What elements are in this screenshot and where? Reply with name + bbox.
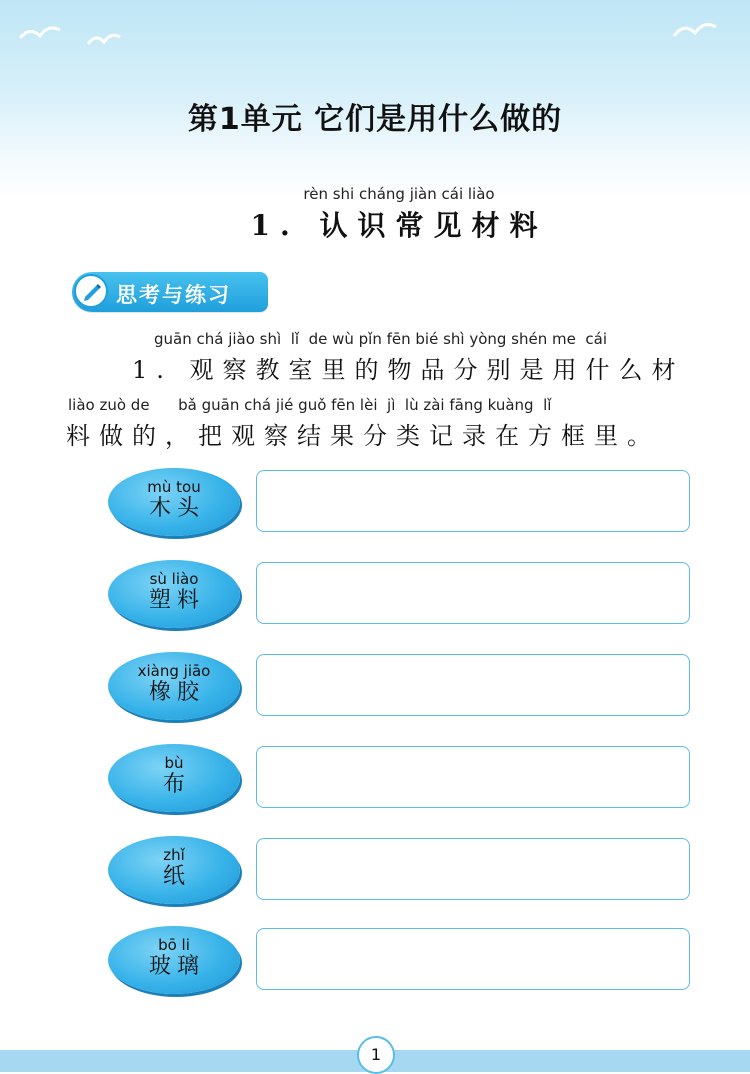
page-number: 1	[357, 1036, 395, 1074]
question-text-1: 1. 观察教室里的物品分别是用什么材	[132, 356, 685, 384]
answer-box-glass[interactable]	[256, 928, 690, 990]
section-badge	[72, 272, 268, 312]
section-label: 思考与练习	[116, 283, 231, 307]
material-name: 纸	[162, 864, 191, 889]
material-label-bubble	[108, 652, 240, 720]
material-name: 玻璃	[148, 954, 205, 979]
material-pinyin: mù tou	[147, 478, 201, 496]
material-pinyin: xiàng jiāo	[137, 662, 211, 680]
material-row	[0, 468, 750, 536]
answer-box-cloth[interactable]	[256, 746, 690, 808]
bird-icon	[86, 30, 122, 48]
material-row	[0, 744, 750, 812]
material-label-bubble	[108, 744, 240, 812]
material-pinyin: bù	[164, 754, 184, 772]
question-pinyin-2: liào zuò de bǎ guān chá jié guǒ fēn lèi jì lù zài fāng kuàng lǐ	[68, 396, 552, 414]
pencil-icon	[74, 274, 108, 308]
lesson-title: 1. 认识常见材料	[250, 209, 548, 242]
material-row	[0, 652, 750, 720]
answer-box-paper[interactable]	[256, 838, 690, 900]
material-pinyin: bō li	[158, 936, 190, 954]
lesson-title-pinyin: rèn shi cháng jiàn cái liào	[303, 185, 495, 203]
material-name: 橡胶	[148, 680, 205, 705]
unit-title: 第1单元 它们是用什么做的	[187, 102, 563, 137]
question-pinyin-1: guān chá jiào shì lǐ de wù pǐn fēn bié shì yòng shén me cái	[154, 330, 607, 348]
material-name: 塑料	[148, 588, 205, 613]
material-row	[0, 926, 750, 994]
material-label-bubble	[108, 926, 240, 994]
answer-box-wood[interactable]	[256, 470, 690, 532]
bird-icon	[18, 22, 62, 42]
answer-box-plastic[interactable]	[256, 562, 690, 624]
material-name: 布	[162, 772, 191, 797]
question-text-2: 料做的，把观察结果分类记录在方框里。	[66, 422, 660, 450]
material-name: 木头	[148, 496, 205, 521]
material-row	[0, 836, 750, 904]
material-row	[0, 560, 750, 628]
material-pinyin: zhǐ	[163, 846, 185, 864]
answer-box-rubber[interactable]	[256, 654, 690, 716]
material-pinyin: sù liào	[149, 570, 199, 588]
material-label-bubble	[108, 468, 240, 536]
bird-icon	[672, 18, 718, 40]
material-label-bubble	[108, 560, 240, 628]
material-label-bubble	[108, 836, 240, 904]
